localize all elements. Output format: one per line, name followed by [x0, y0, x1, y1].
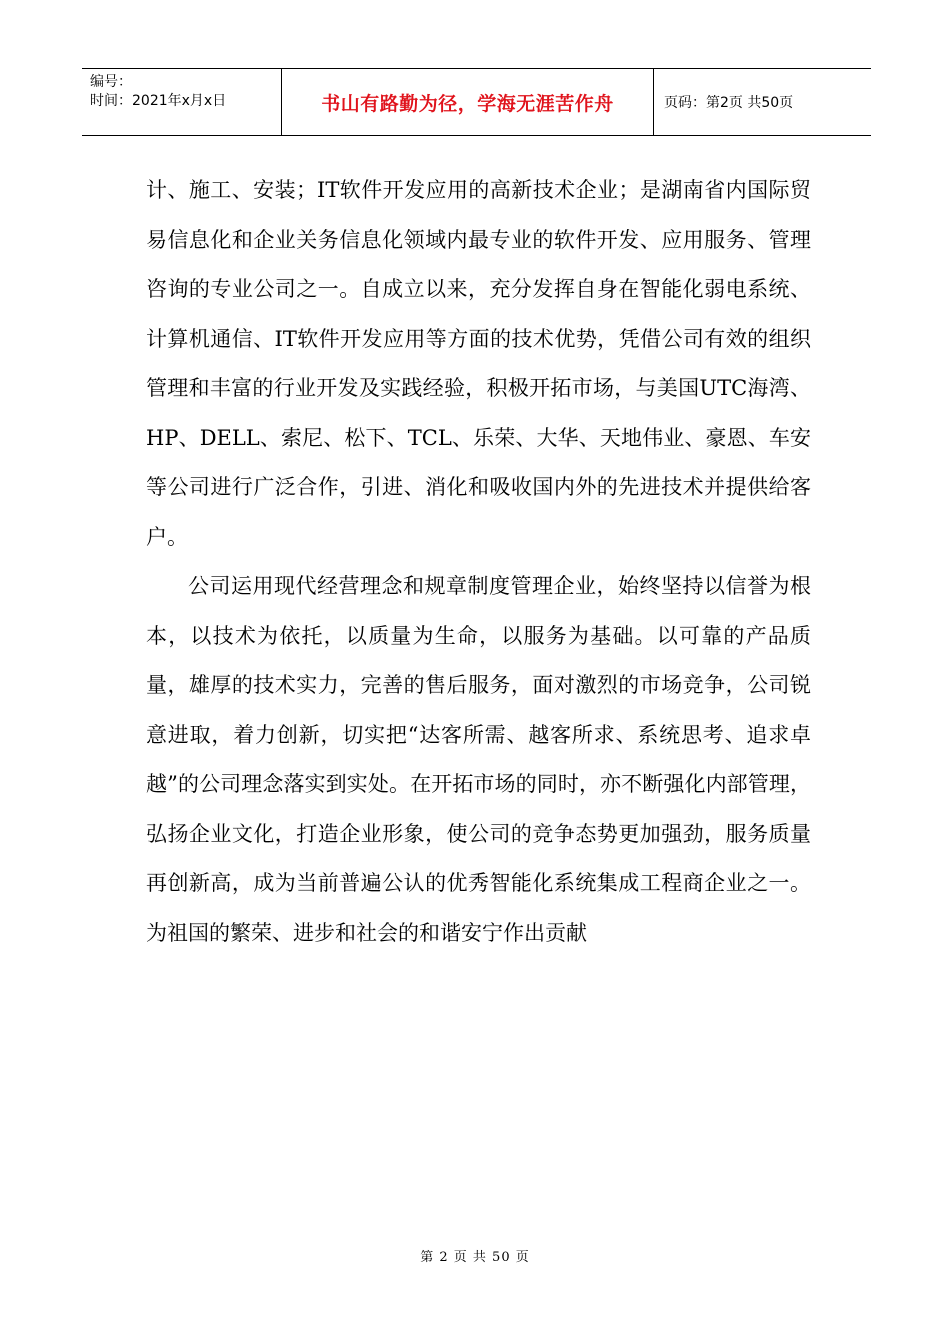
document-number-label: 编号：: [90, 74, 132, 90]
document-body: [146, 166, 811, 958]
header-motto: 书山有路勤为径，学海无涯苦作舟: [321, 92, 614, 115]
header-motto-cell: [282, 69, 654, 135]
body-paragraph-1: 计、施工、安装；IT软件开发应用的高新技术企业；是湖南省内国际贸易信息化和企业关务信息化领域内最专业的软件开发、应用服务、管理咨询的专业公司之一。自成立以来，充分发挥自身在智能化弱电系统、计算机通信、IT软件开发应用等方面的技术优势，凭借公司有效的组织管理和丰富的行业开发及实践经验，积极开拓市场，与美国UTC海湾、HP、DELL、索尼、松下、TCL、乐荣、大华、天地伟业、豪恩、车安等公司进行广泛合作，引进、消化和吸收国内外的先进技术并提供给客户。: [146, 178, 811, 549]
body-paragraph-2: 公司运用现代经营理念和规章制度管理企业，始终坚持以信誉为根本，以技术为依托，以质量为生命，以服务为基础。以可靠的产品质量，雄厚的技术实力，完善的售后服务，面对激烈的市场竞争，公司锐意进取，着力创新，切实把“达客所需、越客所求、系统思考、追求卓越”的公司理念落实到实处。在开拓市场的同时，亦不断强化内部管理，弘扬企业文化，打造企业形象，使公司的竞争态势更加强劲，服务质量再创新高，成为当前普遍公认的优秀智能化系统集成工程商企业之一。为祖国的繁荣、进步和社会的和谐安宁作出贡献: [146, 574, 811, 945]
header-page-cell: [654, 69, 871, 135]
document-date: 时间：2021年x月x日: [90, 93, 227, 109]
page-footer: 第 2 页 共 50 页: [420, 1250, 530, 1265]
header-page-info: 页码：第2页 共50页: [664, 95, 794, 111]
page-header: [82, 68, 871, 136]
header-meta-cell: [82, 69, 282, 135]
